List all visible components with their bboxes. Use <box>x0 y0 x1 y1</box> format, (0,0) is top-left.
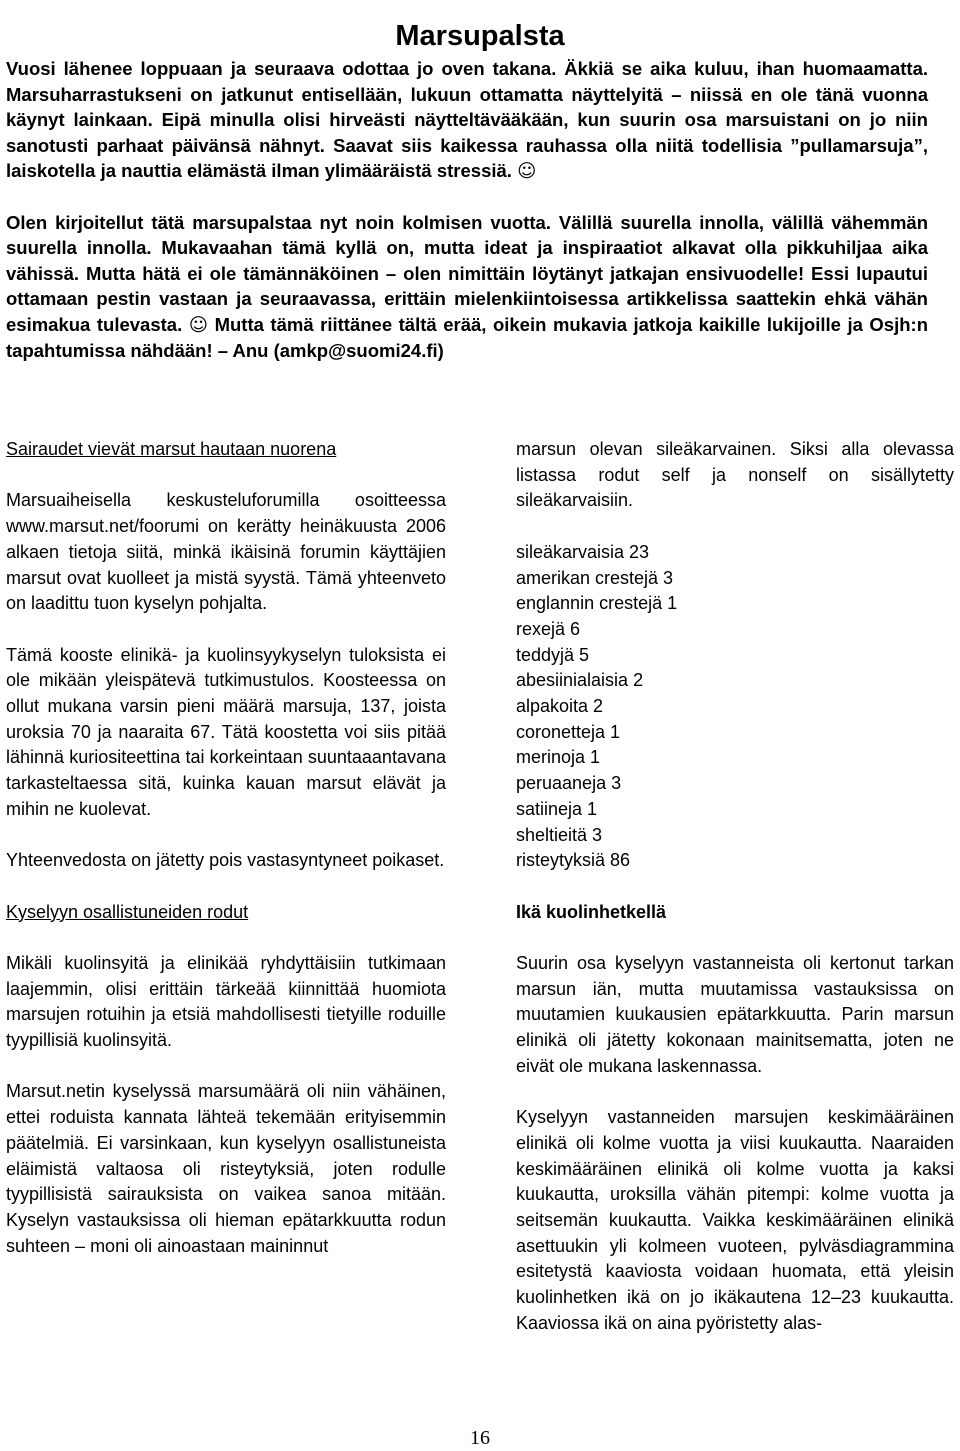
intro-paragraph-2 <box>6 210 928 364</box>
right-column <box>516 437 954 1362</box>
article-paragraph: Marsuaiheisella keskusteluforumilla osoitteessa www.marsut.net/foorumi on kerätty heinäkuusta 2006 alkaen tietoja siitä, minkä ikäisinä forumin käyttäjien marsut ovat kuolleet ja mistä syystä. Tämä yhteenveto on laadittu tuon kyselyn pohjalta. <box>6 490 446 614</box>
breed-list-item: alpakoita 2 <box>516 696 604 717</box>
breed-list-item: amerikan crestejä 3 <box>516 567 674 588</box>
breed-list-item: sileäkarvaisia 23 <box>516 541 650 562</box>
article-paragraph: Tämä kooste elinikä- ja kuolinsyykyselyn tuloksista ei ole mikään yleispätevä tutkimustulos. Koosteessa on ollut mukana varsin pieni määrä marsuja, 137, joista uroksia 70 ja naaraita 67. Tätä koostetta voi siis pitää lähinnä kuriositeettina tai korkeintaan suuntaaantavana tarkasteltaessa sitä, kuinka kauan marsut elävät ja mihin ne kuolevat. <box>6 644 446 819</box>
breed-list <box>516 540 954 874</box>
article-paragraph: Marsut.netin kyselyssä marsumäärä oli niin vähäinen, ettei roduista kannata lähteä tekemään erityisemmin päätelmiä. Ei varsinkaan, kun kyselyyn osallistuneista eläimistä valtaosa oli risteytyksiä, joten rodulle tyypillisistä sairauksista on vaikea sanoa mitään. Kyselyn vastauksissa oli hieman epätarkkuutta rodun suhteen – moni oli ainoastaan maininnut <box>6 1081 446 1256</box>
breed-list-item: risteytyksiä 86 <box>516 850 631 871</box>
breed-list-item: peruaaneja 3 <box>516 773 622 794</box>
article-paragraph: Suurin osa kyselyyn vastanneista oli kertonut tarkan marsun iän, mutta muutamissa vastauksissa on muutamien kuukausien epätarkkuutta. Parin marsun elinikä oli jätetty kokonaan mainitsematta, joten ne eivät ole mukana laskennassa. <box>516 953 954 1076</box>
smiley-icon: ☺ <box>517 161 537 182</box>
intro-paragraph-2-text-a: Olen kirjoitellut tätä marsupalstaa nyt noin kolmisen vuotta. Välillä suurella innolla, välillä vähemmän suurella innolla. Mukavaahan tämä kyllä on, mutta ideat ja inspiraatiot alkavat olla pikkuhiljaa aika vähissä. Mutta hätä ei ole tämännäköinen – olen nimittäin löytänyt jatkajan ensivuodelle! Essi lupautui ottamaan pestin vastaan ja seuraavassa, erittäin mielenkiintoisessa artikkelissa saattekin ehkä vähän esimakua tulevasta. <box>6 211 928 335</box>
article-paragraph: Mikäli kuolinsyitä ja elinikää ryhdyttäisiin tutkimaan laajemmin, olisi erittäin tärkeää kiinnittää huomiota marsujen rotuihin ja etsiä mahdollisesti tietyille roduille tyypillisiä kuolinsyitä. <box>6 952 446 1051</box>
page-title: Marsupalsta <box>395 20 565 53</box>
article-paragraph: marsun olevan sileäkarvainen. Siksi alla olevassa listassa rodut self ja nonself on sisällytetty sileäkarvaisiin. <box>516 439 954 511</box>
breed-list-item: rexejä 6 <box>516 618 581 639</box>
intro-section <box>6 56 928 364</box>
section-heading-breeds: Kyselyyn osallistuneiden rodut <box>6 901 249 922</box>
smiley-icon: ☺ <box>188 314 209 336</box>
intro-paragraph-2-text-b: Mutta tämä riittänee tältä erää, oikein mukavia jatkoja kaikille lukijoille ja Osjh:n tapahtumissa nähdään! – Anu (amkp@suomi24.fi) <box>6 313 928 361</box>
breed-list-item: coronetteja 1 <box>516 721 621 742</box>
breed-list-item: merinoja 1 <box>516 747 601 768</box>
article-paragraph: Kyselyyn vastanneiden marsujen keskimääräinen elinikä oli kolme vuotta ja viisi kuukautta. Naaraiden keskimääräinen elinikä oli kolme vuotta ja kaksi kuukautta, uroksilla vähän pitempi: kolme vuotta ja seitsemän kuukautta. Vaikka keskimääräinen elinikä asettuukin yli kolmeen vuoteen, pylväsdiagrammina esitetystä kaaviosta voidaan huomata, että yleisin kuolinhetken ikä on jo ikäkautena 12–23 kuukautta. Kaaviossa ikä on aina pyöristetty alas- <box>516 1107 954 1333</box>
breed-list-item: abesiinialaisia 2 <box>516 670 644 691</box>
breed-list-item: englannin crestejä 1 <box>516 593 678 614</box>
article-heading: Sairaudet vievät marsut hautaan nuorena <box>6 439 337 459</box>
section-heading-age: Ikä kuolinhetkellä <box>516 901 667 922</box>
breed-list-item: satiineja 1 <box>516 798 598 819</box>
article-paragraph: Yhteenvedosta on jätetty pois vastasyntyneet poikaset. <box>6 850 445 871</box>
intro-paragraph-1-text: Vuosi lähenee loppuaan ja seuraava odottaa jo oven takana. Äkkiä se aika kuluu, ihan huomaamatta. Marsuharrastukseni on jatkunut entisellään, lukuun ottamatta näyttelyitä – niissä en ole tänä vuonna käynyt lainkaan. Eipä minulla olisi hirveästi näytteltävääkään, kun suurin osa marsuistani on jo niin sanotusti parhaat päivänsä nähnyt. Saavat siis kaikessa rauhassa olla niitä todellisia ”pullamarsuja”, laiskotella ja nauttia elämästä ilman ylimääräistä stressiä. <box>6 58 928 181</box>
left-column <box>6 437 446 1285</box>
breed-list-item: sheltieitä 3 <box>516 824 603 845</box>
breed-list-item: teddyjä 5 <box>516 644 590 665</box>
intro-paragraph-1 <box>6 56 928 185</box>
page-number: 16 <box>470 1427 490 1449</box>
